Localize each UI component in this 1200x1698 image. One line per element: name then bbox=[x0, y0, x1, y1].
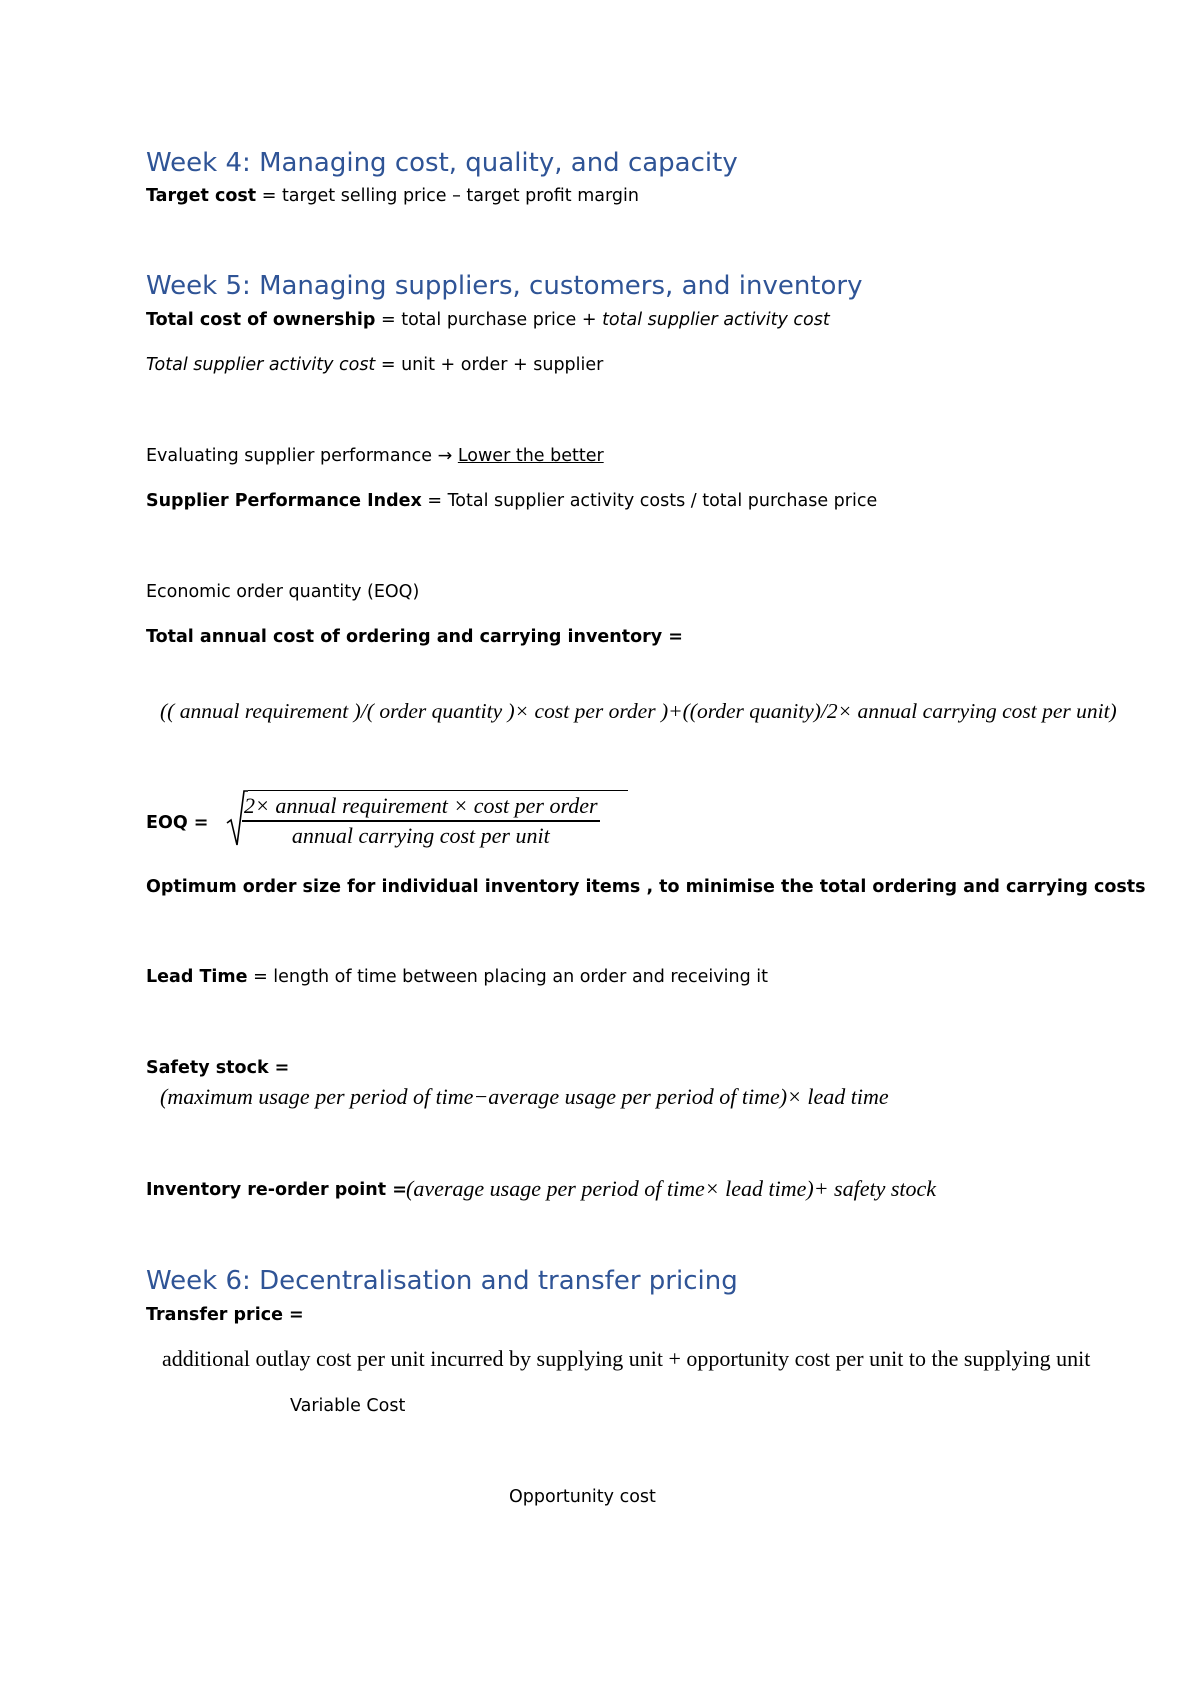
lower-the-better-text: Lower the better bbox=[457, 446, 604, 466]
transfer-price-formula: additional outlay cost per unit incurred by supplying unit + opportunity cost per unit to the supplying unit bbox=[162, 1346, 1091, 1371]
lead-time-definition: = length of time between placing an order and receiving it bbox=[247, 967, 768, 987]
eoq-numerator: 2× annual requirement × cost per order bbox=[242, 793, 600, 822]
safety-stock-formula: (maximum usage per period of time−average usage per period of time)× lead time bbox=[160, 1084, 889, 1109]
tco-term: Total cost of ownership bbox=[146, 310, 376, 330]
radical-bar bbox=[248, 790, 628, 791]
eoq-description: Optimum order size for individual inventory items , to minimise the total ordering and carrying costs bbox=[146, 877, 1146, 897]
target-cost-term: Target cost bbox=[146, 186, 257, 206]
eoq-denominator: annual carrying cost per unit bbox=[291, 823, 550, 848]
reorder-point-label: Inventory re-order point = bbox=[146, 1180, 407, 1200]
eoq-label: EOQ = bbox=[146, 813, 209, 833]
eoq-title: Economic order quantity (EOQ) bbox=[146, 582, 420, 602]
week4-heading: Week 4: Managing cost, quality, and capacity bbox=[146, 148, 738, 178]
lead-time-term: Lead Time bbox=[146, 967, 248, 987]
spi-term: Supplier Performance Index bbox=[146, 491, 422, 511]
tco-definition-b: total supplier activity cost bbox=[602, 310, 830, 330]
target-cost-definition: = target selling price – target profit margin bbox=[256, 186, 639, 206]
reorder-point-formula: (average usage per period of time× lead time)+ safety stock bbox=[406, 1176, 937, 1201]
total-annual-cost-label: Total annual cost of ordering and carrying inventory = bbox=[146, 627, 683, 647]
spi-definition: = Total supplier activity costs / total purchase price bbox=[421, 491, 878, 511]
spi-line bbox=[146, 491, 877, 511]
tsac-term: Total supplier activity cost bbox=[146, 355, 376, 375]
evaluating-text: Evaluating supplier performance → bbox=[146, 446, 458, 466]
target-cost-line bbox=[146, 186, 639, 206]
week6-heading: Week 6: Decentralisation and transfer pricing bbox=[146, 1266, 738, 1296]
tsac-line bbox=[146, 355, 603, 375]
tco-definition-a: = total purchase price + bbox=[375, 310, 603, 330]
total-annual-cost-formula: (( annual requirement )/( order quantity )× cost per order )+((order quanity)/2× annual carrying cost per unit) bbox=[160, 699, 1117, 723]
transfer-price-label: Transfer price = bbox=[146, 1305, 304, 1325]
lead-time-line bbox=[146, 967, 768, 987]
eoq-formula bbox=[226, 787, 626, 851]
tco-line bbox=[146, 310, 830, 330]
safety-stock-label: Safety stock = bbox=[146, 1058, 290, 1078]
week5-heading: Week 5: Managing suppliers, customers, and inventory bbox=[146, 271, 863, 301]
opportunity-cost-label: Opportunity cost bbox=[509, 1487, 656, 1507]
variable-cost-label: Variable Cost bbox=[290, 1396, 406, 1416]
eoq-fraction bbox=[242, 793, 600, 849]
tsac-definition: = unit + order + supplier bbox=[375, 355, 604, 375]
evaluating-line bbox=[146, 446, 604, 466]
